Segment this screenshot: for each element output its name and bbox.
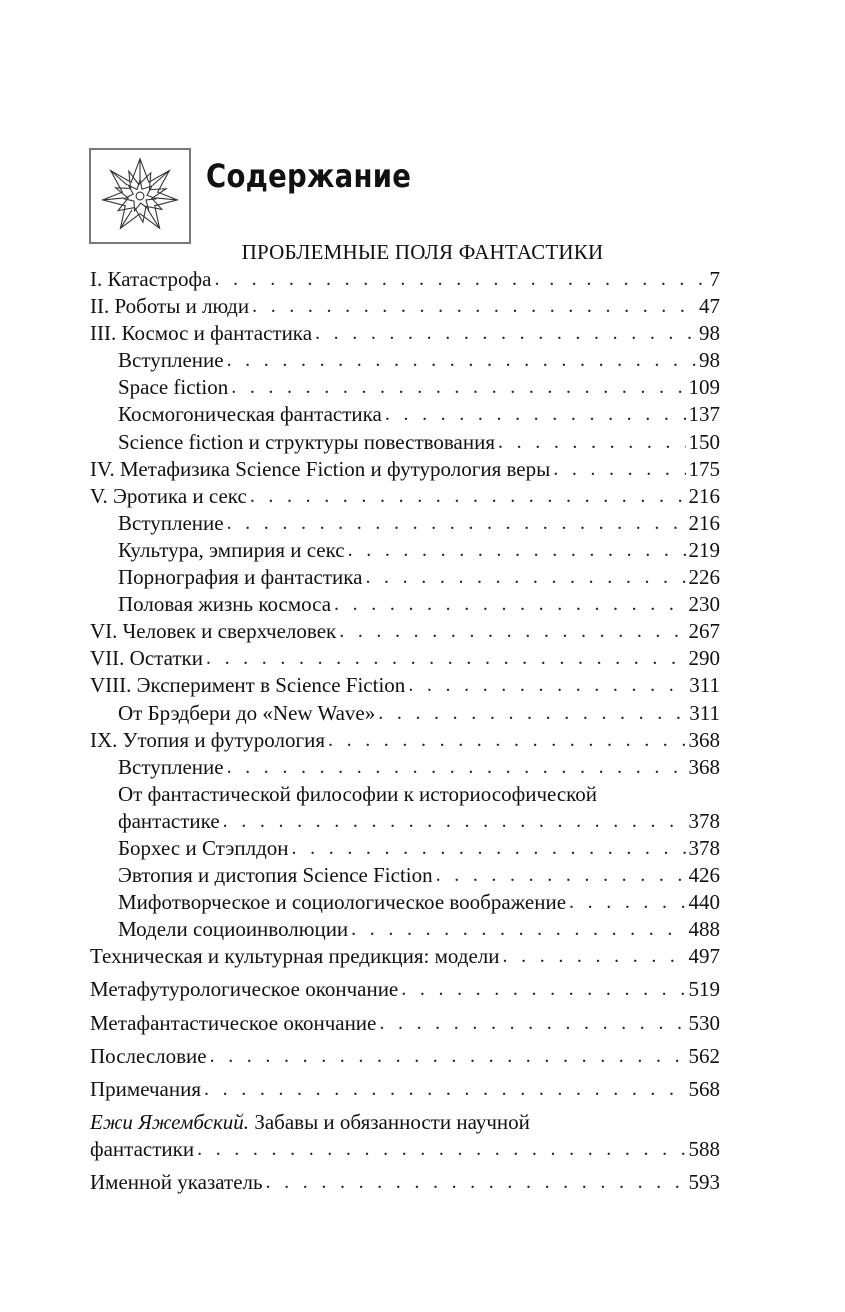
toc-entry[interactable]: Примечания . . . 568 — [90, 1076, 720, 1103]
leader-dots — [348, 537, 686, 564]
toc-entry[interactable]: I. Катастрофа . . . 7 — [90, 266, 720, 293]
toc-subentry[interactable]: Порнография и фантастика . . . 226 — [90, 564, 720, 591]
leader-dots — [498, 429, 685, 456]
leader-dots — [252, 293, 696, 320]
leader-dots — [206, 645, 686, 672]
toc-subentry[interactable]: Половая жизнь космоса . . . 230 — [90, 591, 720, 618]
leader-dots — [214, 266, 706, 293]
leader-dots — [378, 700, 686, 727]
page-title: Содержание — [206, 157, 412, 195]
toc-entry[interactable]: VII. Остатки . . . 290 — [90, 645, 720, 672]
leader-dots — [503, 943, 686, 970]
table-of-contents — [90, 266, 720, 1196]
toc-subentry[interactable]: Космогоническая фантастика . . . 137 — [90, 401, 720, 428]
star-ornament-icon — [91, 150, 189, 242]
toc-subentry[interactable]: Модели социоинволюции . . . 488 — [90, 916, 720, 943]
leader-dots — [227, 754, 686, 781]
leader-dots — [365, 564, 685, 591]
toc-entry[interactable]: III. Космос и фантастика . . . 98 — [90, 320, 720, 347]
toc-subentry[interactable]: Эвтопия и дистопия Science Fiction . . . 426 — [90, 862, 720, 889]
toc-entry-line1[interactable]: Ежи Яжембский. Забавы и обязанности научной — [90, 1109, 530, 1134]
leader-dots — [227, 510, 686, 537]
toc-entry[interactable]: V. Эротика и секс . . . 216 — [90, 483, 720, 510]
toc-subentry[interactable]: Space fiction . . . 109 — [90, 374, 720, 401]
leader-dots — [204, 1076, 685, 1103]
leader-dots — [436, 862, 686, 889]
toc-entry[interactable]: Именной указатель . . . 593 — [90, 1169, 720, 1196]
toc-entry[interactable]: IV. Метафизика Science Fiction и футурология веры . . . 175 — [90, 456, 720, 483]
toc-entry[interactable]: Техническая и культурная предикция: модели . . . 497 — [90, 943, 720, 970]
leader-dots — [334, 591, 685, 618]
leader-dots — [553, 456, 685, 483]
toc-subentry[interactable]: От Брэдбери до «New Wave» . . . 311 — [90, 700, 720, 727]
leader-dots — [292, 835, 686, 862]
toc-subentry[interactable]: Вступление . . . 98 — [90, 347, 720, 374]
leader-dots — [408, 672, 686, 699]
leader-dots — [250, 483, 686, 510]
leader-dots — [328, 727, 686, 754]
leader-dots — [227, 347, 696, 374]
leader-dots — [231, 374, 685, 401]
toc-subentry[interactable]: Science fiction и структуры повествования . . . 150 — [90, 429, 720, 456]
toc-entry-line2[interactable]: фантастики . . . 588 — [90, 1136, 720, 1163]
toc-subentry-line2[interactable]: фантастике . . . 378 — [90, 808, 720, 835]
leader-dots — [223, 808, 686, 835]
leader-dots — [315, 320, 696, 347]
toc-entry[interactable]: VIII. Эксперимент в Science Fiction . . . 311 — [90, 672, 720, 699]
leader-dots — [385, 401, 686, 428]
section-title: ПРОБЛЕМНЫЕ ПОЛЯ ФАНТАСТИКИ — [241, 240, 604, 264]
author-name: Ежи Яжембский. — [90, 1109, 250, 1134]
leader-dots — [401, 976, 685, 1003]
toc-subentry[interactable]: Борхес и Стэплдон . . . 378 — [90, 835, 720, 862]
leader-dots — [210, 1043, 686, 1070]
star-emblem — [89, 148, 191, 244]
leader-dots — [569, 889, 685, 916]
leader-dots — [266, 1169, 686, 1196]
toc-entry[interactable]: Метафантастическое окончание . . . 530 — [90, 1010, 720, 1037]
toc-entry[interactable]: VI. Человек и сверхчеловек . . . 267 — [90, 618, 720, 645]
leader-dots — [197, 1136, 685, 1163]
toc-entry[interactable]: Послесловие . . . 562 — [90, 1043, 720, 1070]
toc-entry[interactable]: Метафутурологическое окончание . . . 519 — [90, 976, 720, 1003]
toc-subentry[interactable]: Вступление . . . 216 — [90, 510, 720, 537]
toc-subentry[interactable]: Культура, эмпирия и секс . . . 219 — [90, 537, 720, 564]
toc-subentry-line1[interactable]: От фантастической философии к историософической — [118, 781, 598, 806]
toc-subentry[interactable]: Мифотворческое и социологическое воображение . . . 440 — [90, 889, 720, 916]
leader-dots — [339, 618, 685, 645]
toc-subentry[interactable]: Вступление . . . 368 — [90, 754, 720, 781]
toc-entry[interactable]: IX. Утопия и футурология . . . 368 — [90, 727, 720, 754]
leader-dots — [351, 916, 685, 943]
leader-dots — [379, 1010, 685, 1037]
toc-entry[interactable]: II. Роботы и люди . . . 47 — [90, 293, 720, 320]
